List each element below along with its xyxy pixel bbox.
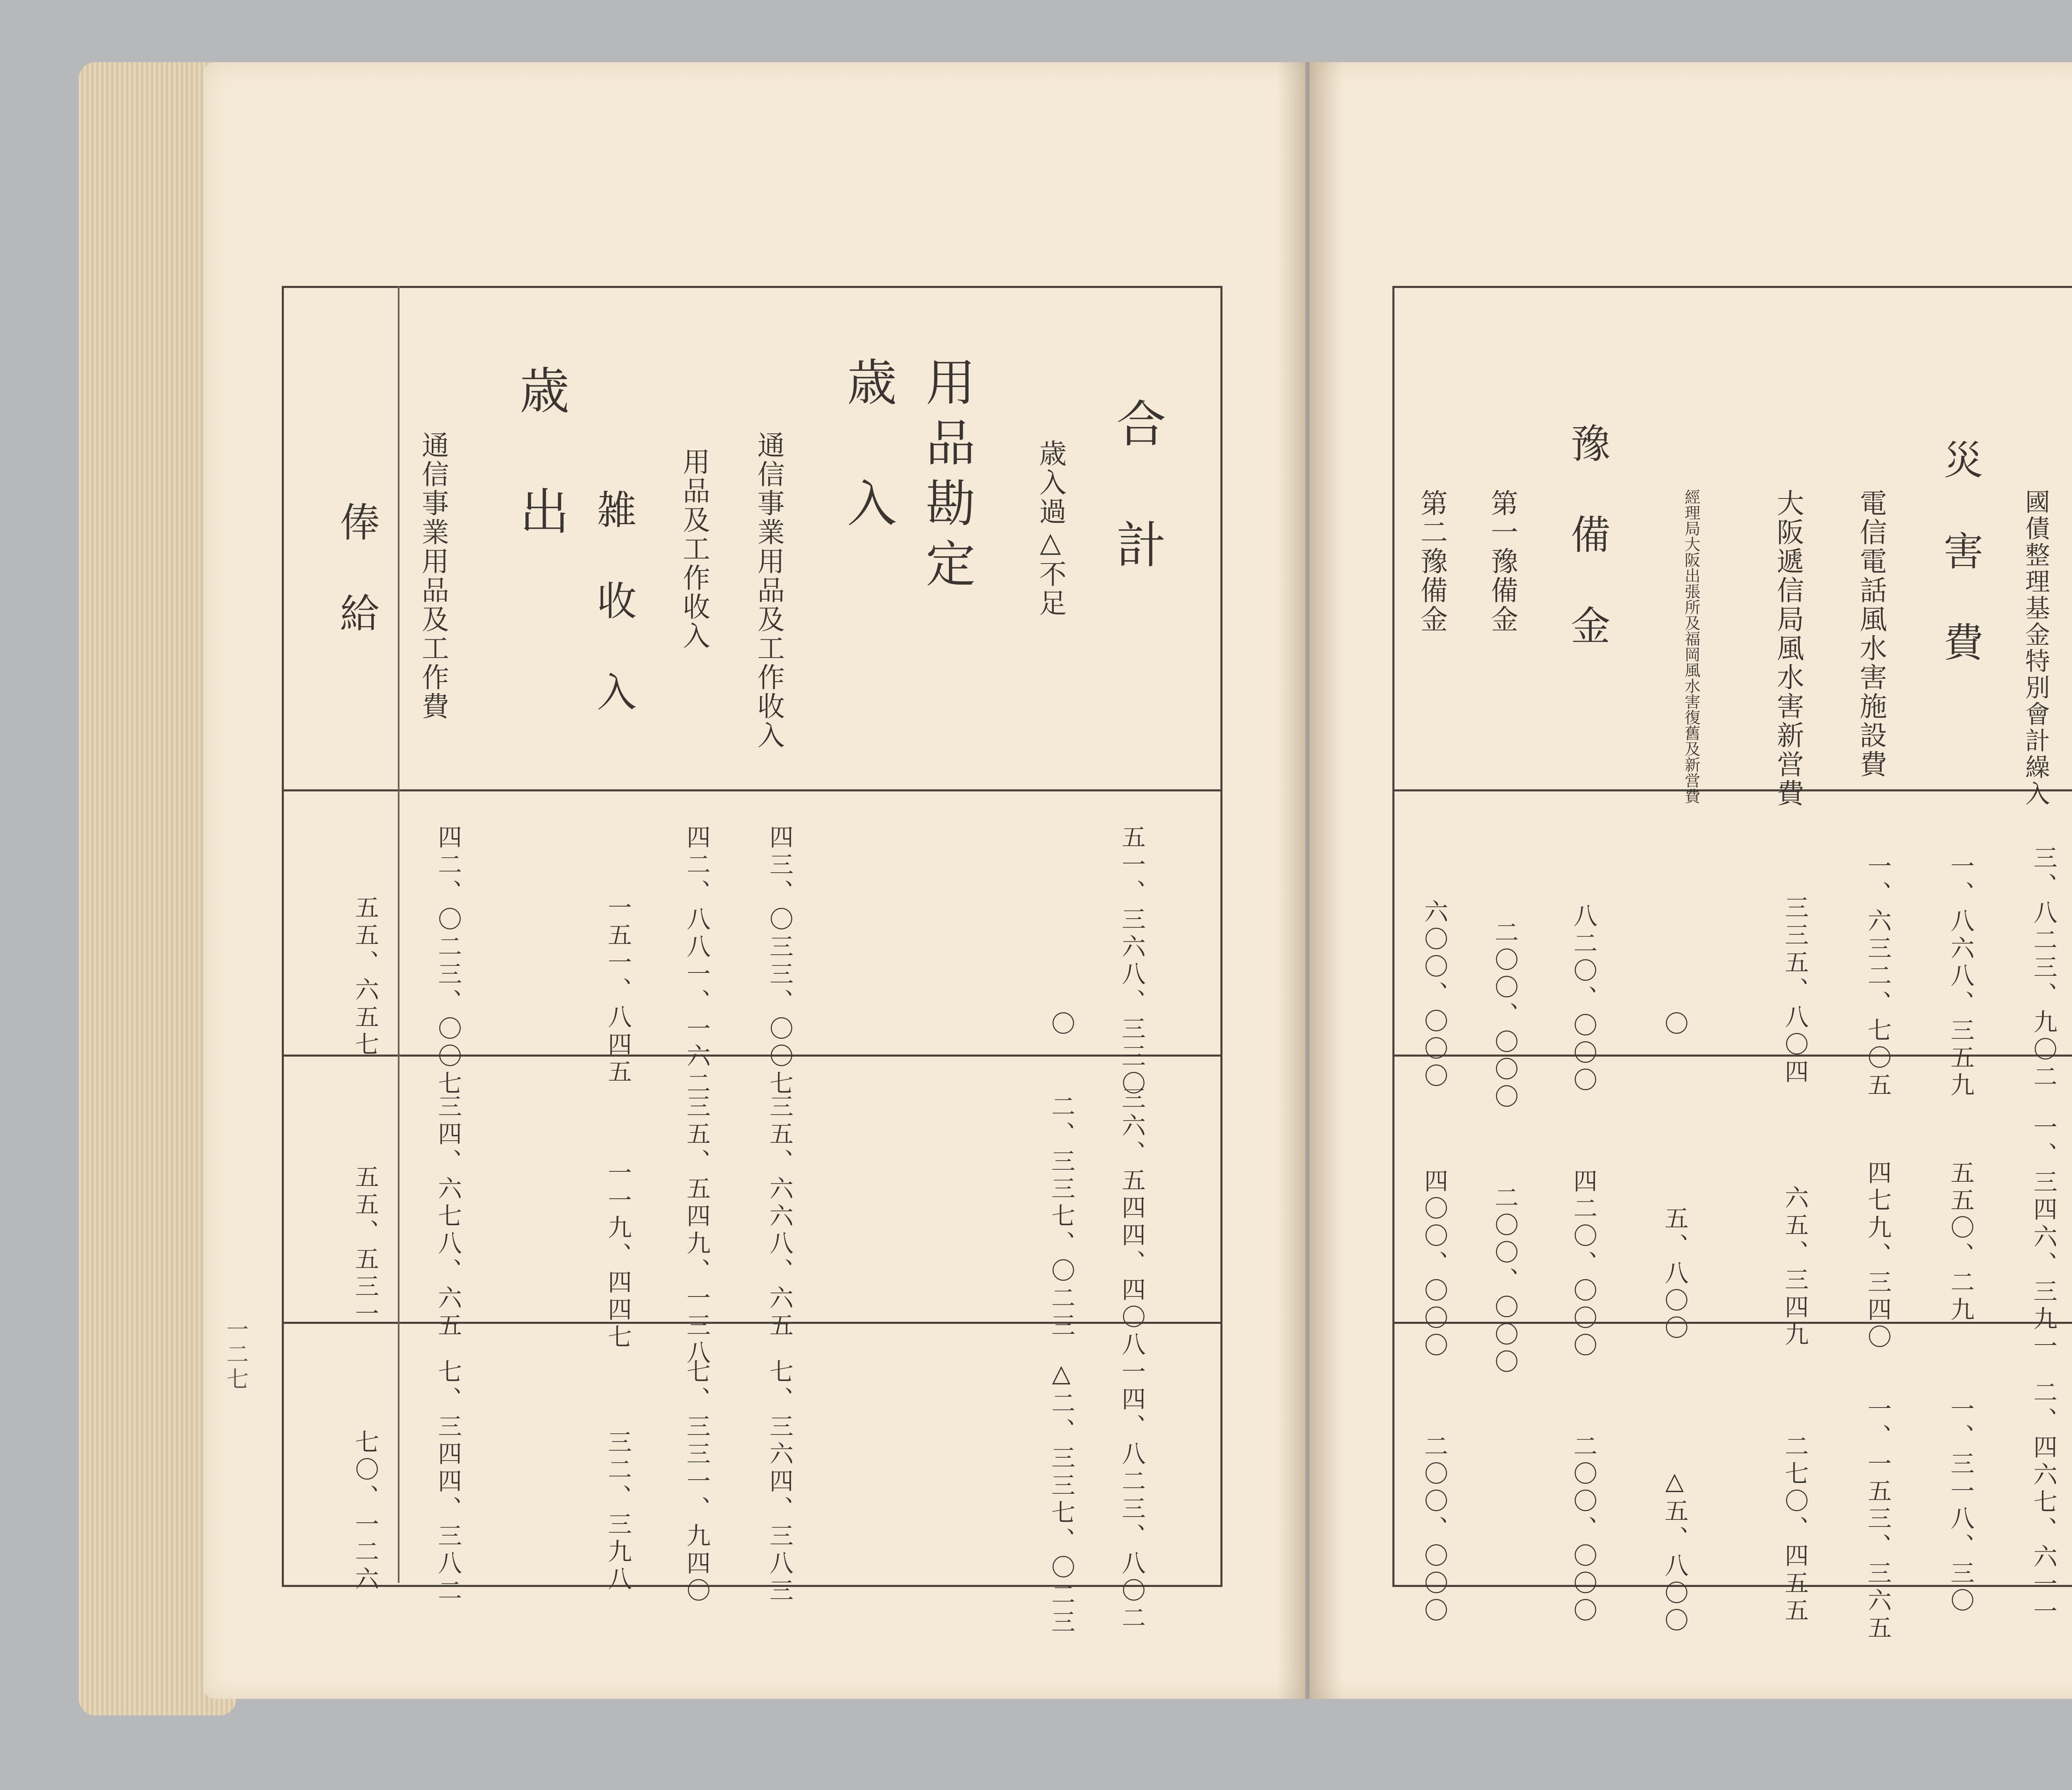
left-value-a-5: 四三、〇三三、〇〇七 [765, 825, 794, 1098]
right-value-b-9: 四〇〇、〇〇〇 [1420, 1168, 1448, 1360]
left-value-c-6: 七、三三一、九四〇 [682, 1359, 711, 1605]
right-label-7: 豫 備 金 [1564, 423, 1611, 651]
right-value-c-6: △五、八〇〇 [1660, 1467, 1689, 1635]
right-value-b-1: 一、三四六、三九一 [2029, 1115, 2057, 1361]
left-label-4: 歳 入 [839, 356, 896, 538]
left-row-divider-1 [282, 1055, 1222, 1057]
right-value-a-3: 一、八六八、三五九 [1946, 854, 1975, 1100]
left-value-b-7: 一一九、四四七 [603, 1160, 632, 1352]
right-value-a-1: 三、八二三、九〇二 [2029, 845, 2057, 1091]
left-value-a-2: 〇 [1047, 1011, 1075, 1038]
right-value-c-5: 二七〇、四五五 [1780, 1434, 1809, 1625]
left-label-10: 俸 給 [333, 501, 380, 638]
left-value-c-9: 七、三四四、三八二 [433, 1359, 462, 1605]
left-value-b-5: 三五、六六八、六五 [765, 1094, 794, 1340]
left-value-b-1: 三六、五四四、四〇八 [1117, 1086, 1146, 1359]
right-value-c-9: 二〇〇、〇〇〇 [1420, 1434, 1448, 1625]
left-value-a-9: 四二、〇二三、〇〇七 [433, 825, 462, 1098]
right-label-3: 災 害 費 [1937, 439, 1984, 667]
right-value-a-5: 三三五、八〇四 [1780, 895, 1809, 1086]
left-label-6: 用品及工作收入 [678, 448, 710, 651]
right-value-b-8: 二〇〇、〇〇〇 [1490, 1185, 1519, 1376]
left-value-c-7: 三二、三九八 [603, 1430, 632, 1594]
right-value-a-4: 一、六三二、七〇五 [1863, 854, 1892, 1100]
book-gutter [1276, 62, 1343, 1699]
left-value-c-2: △二、三三七、〇二三 [1047, 1359, 1075, 1637]
right-label-8: 第一豫備金 [1486, 489, 1518, 634]
right-value-b-3: 五五〇、二九 [1946, 1160, 1975, 1324]
right-value-c-7: 二〇〇、〇〇〇 [1569, 1434, 1598, 1625]
left-table-inner-rule [398, 286, 399, 1583]
right-value-c-1: 二、四六七、六一一 [2029, 1380, 2057, 1626]
left-label-5: 通信事業用品及工作收入 [753, 431, 785, 750]
left-row-divider-2 [282, 1322, 1222, 1324]
left-header-divider [282, 789, 1222, 791]
right-label-2: 國債整理基金特別會計繰入 [2021, 489, 2050, 807]
right-value-c-4: 一、一五三、三六五 [1863, 1396, 1892, 1642]
left-value-b-10: 五五、五三一 [351, 1164, 379, 1328]
left-value-c-1: 一四、八二三、八〇二 [1117, 1359, 1146, 1633]
right-value-a-8: 二〇〇、〇〇〇 [1490, 920, 1519, 1111]
right-header-divider [1392, 789, 2072, 791]
left-label-2: 歳入過△不足 [1034, 439, 1067, 618]
right-label-6: 經理局大阪出張所及福岡風水害復舊及新営費 [1682, 489, 1700, 804]
right-value-b-5: 六五、三四九 [1780, 1185, 1809, 1349]
left-value-a-7: 一五一、八四五 [603, 895, 632, 1086]
right-value-c-3: 一、三一八、三〇 [1946, 1396, 1975, 1615]
left-label-1: 合 計 [1108, 398, 1166, 579]
right-value-b-6: 五、八〇〇 [1660, 1206, 1689, 1342]
left-label-7: 雑 收 入 [590, 489, 637, 717]
left-label-3: 用品勘定 [917, 356, 975, 598]
left-value-b-2: 二、三三七、〇二三 [1047, 1094, 1075, 1340]
right-value-b-4: 四七九、三四〇 [1863, 1160, 1892, 1352]
left-value-c-10: 七〇、一二六 [351, 1430, 379, 1594]
right-value-b-7: 四二〇、〇〇〇 [1569, 1168, 1598, 1360]
left-label-8: 歳 出 [511, 365, 569, 546]
left-value-a-10: 五五、六五七 [351, 895, 379, 1059]
right-label-5: 大阪遞信局風水害新営費 [1772, 489, 1804, 808]
left-value-b-6: 三五、五四九、一三八 [682, 1094, 711, 1367]
left-value-c-5: 七、三六四、三八三 [765, 1359, 794, 1605]
right-value-a-6: 〇 [1660, 1011, 1689, 1038]
right-label-9: 第二豫備金 [1416, 489, 1448, 634]
left-value-a-1: 五一、三六八、三三〇 [1117, 825, 1146, 1098]
right-value-a-9: 六〇〇、〇〇〇 [1420, 899, 1448, 1091]
left-page-folio: 一二七 [223, 1318, 249, 1392]
left-value-b-9: 三四、六七八、六五 [433, 1094, 462, 1340]
right-label-4: 電信電話風水害施設費 [1855, 489, 1887, 779]
right-value-a-7: 八二〇、〇〇〇 [1569, 903, 1598, 1095]
left-label-9: 通信事業用品及工作費 [417, 431, 449, 721]
left-value-a-6: 四二、八八一、一六二 [682, 825, 711, 1098]
